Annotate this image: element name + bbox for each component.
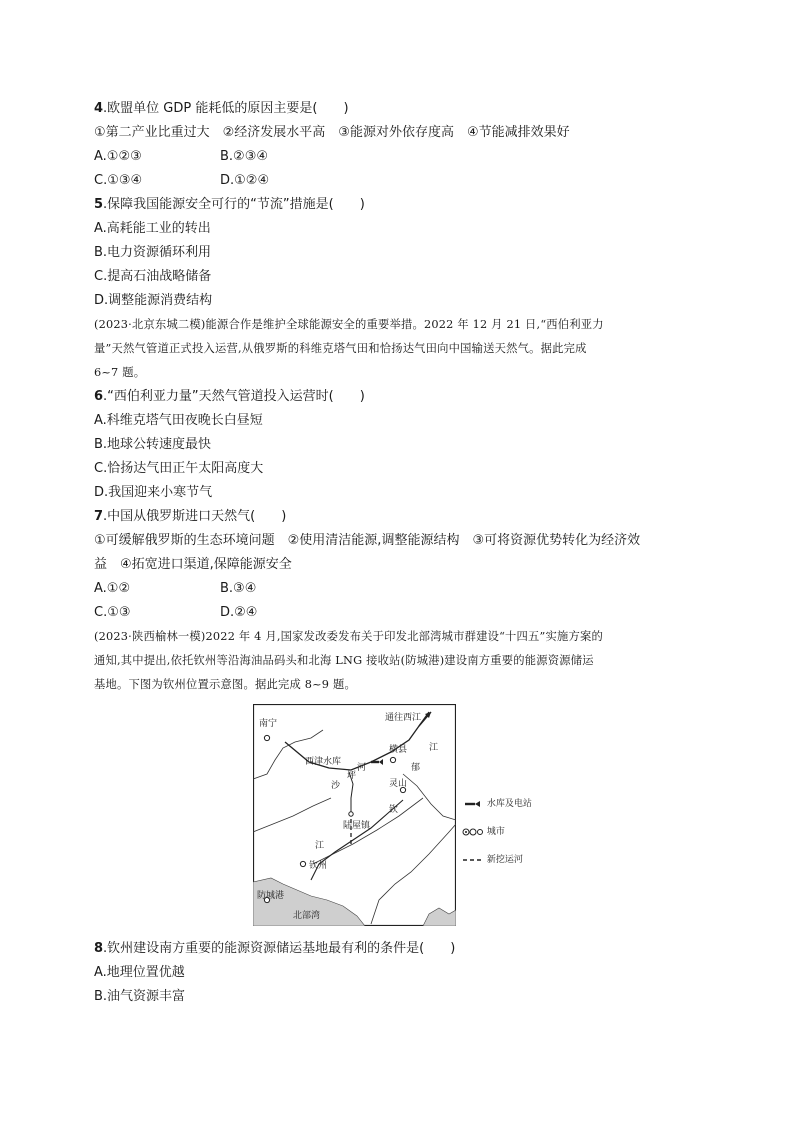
legend-reservoir: 水库及电站 [464,796,532,809]
label-yu: 郁 [411,763,421,773]
qinzhou-location-map [253,704,456,926]
q4-option-a[interactable]: A.①②③ [94,149,142,164]
q7-stem: 7.中国从俄罗斯进口天然气( ) [94,509,287,524]
legend-city-icon [462,827,484,837]
legend-canal: 新挖运河 [462,852,523,865]
intro-6-7-line-3: 6~7 题。 [94,366,146,379]
q7-statements-line-1: ①可缓解俄罗斯的生态环境问题 ②使用清洁能源,调整能源结构 ③可将资源优势转化为经济效 [94,533,641,548]
q5-option-b[interactable]: B.电力资源循环利用 [94,245,212,260]
q7-option-d[interactable]: D.②④ [220,605,258,620]
q5-option-a[interactable]: A.高耗能工业的转出 [94,221,211,236]
q6-option-d[interactable]: D.我国迎来小寒节气 [94,485,213,500]
q5-stem: 5.保障我国能源安全可行的“节流”措施是( ) [94,197,365,212]
intro-8-9-line-2: 通知,其中提出,依托钦州等沿海油品码头和北海 LNG 接收站(防城港)建设南方重要的能源资源储运 [94,654,594,667]
label-sha: 沙 [331,781,341,791]
intro-8-9-line-3: 基地。下图为钦州位置示意图。据此完成 8~9 题。 [94,678,356,691]
q8-option-a[interactable]: A.地理位置优越 [94,965,185,980]
label-nanning: 南宁 [259,719,278,729]
q4-stem: 4.欧盟单位 GDP 能耗低的原因主要是( ) [94,101,349,116]
q6-option-b[interactable]: B.地球公转速度最快 [94,437,212,452]
legend-reservoir-icon [464,799,484,809]
label-beibuwan: 北部湾 [293,911,321,921]
label-hengxian: 横县 [389,745,408,755]
legend-canal-icon [462,855,484,865]
label-lingshan: 灵山 [389,779,408,789]
intro-6-7-line-1: (2023·北京东城二模)能源合作是维护全球能源安全的重要举措。2022 年 12 月 21 日,“西伯利亚力 [94,318,604,331]
q7-option-c[interactable]: C.①③ [94,605,131,620]
q4-statements: ①第二产业比重过大 ②经济发展水平高 ③能源对外依存度高 ④节能减排效果好 [94,125,570,140]
hengxian-city-icon [390,757,395,762]
label-qin: 钦 [389,805,399,815]
q7-option-a[interactable]: A.①② [94,581,131,596]
label-he: 河 [357,763,367,773]
q4-option-b[interactable]: B.②③④ [220,149,269,164]
luwuzhen-town-icon [349,812,353,816]
nanning-city-icon [264,735,269,740]
q7-option-b[interactable]: B.③④ [220,581,257,596]
label-qinzhou: 钦州 [309,861,328,871]
q8-stem: 8.钦州建设南方重要的能源资源储运基地最有利的条件是( ) [94,941,456,956]
q6-option-a[interactable]: A.科维克塔气田夜晚长白昼短 [94,413,263,428]
label-xijin-reservoir: 西津水库 [305,757,342,767]
q7-statements-line-2: 益 ④拓宽进口渠道,保障能源安全 [94,557,292,572]
q8-option-b[interactable]: B.油气资源丰富 [94,989,186,1004]
label-fangchenggang: 防城港 [257,891,285,901]
label-jiang-1: 江 [429,743,439,753]
legend-city: 城市 [462,824,505,837]
label-ping: 坪 [347,771,357,781]
label-to-xijiang: 通往西江 [385,713,422,723]
qinzhou-city-icon [300,861,305,866]
q6-stem: 6.“西伯利亚力量”天然气管道投入运营时( ) [94,389,365,404]
q4-option-c[interactable]: C.①③④ [94,173,143,188]
q5-option-d[interactable]: D.调整能源消费结构 [94,293,213,308]
label-jiang-2: 江 [315,841,325,851]
q5-option-c[interactable]: C.提高石油战略储备 [94,269,212,284]
intro-8-9-line-1: (2023·陕西榆林一模)2022 年 4 月,国家发改委发布关于印发北部湾城市群建设“十四五”实施方案的 [94,630,604,643]
q6-option-c[interactable]: C.恰扬达气田正午太阳高度大 [94,461,264,476]
q4-option-d[interactable]: D.①②④ [220,173,270,188]
label-luwuzhen: 陆屋镇 [343,821,371,831]
intro-6-7-line-2: 量”天然气管道正式投入运营,从俄罗斯的科维克塔气田和恰扬达气田向中国输送天然气。据此完成 [94,342,587,355]
